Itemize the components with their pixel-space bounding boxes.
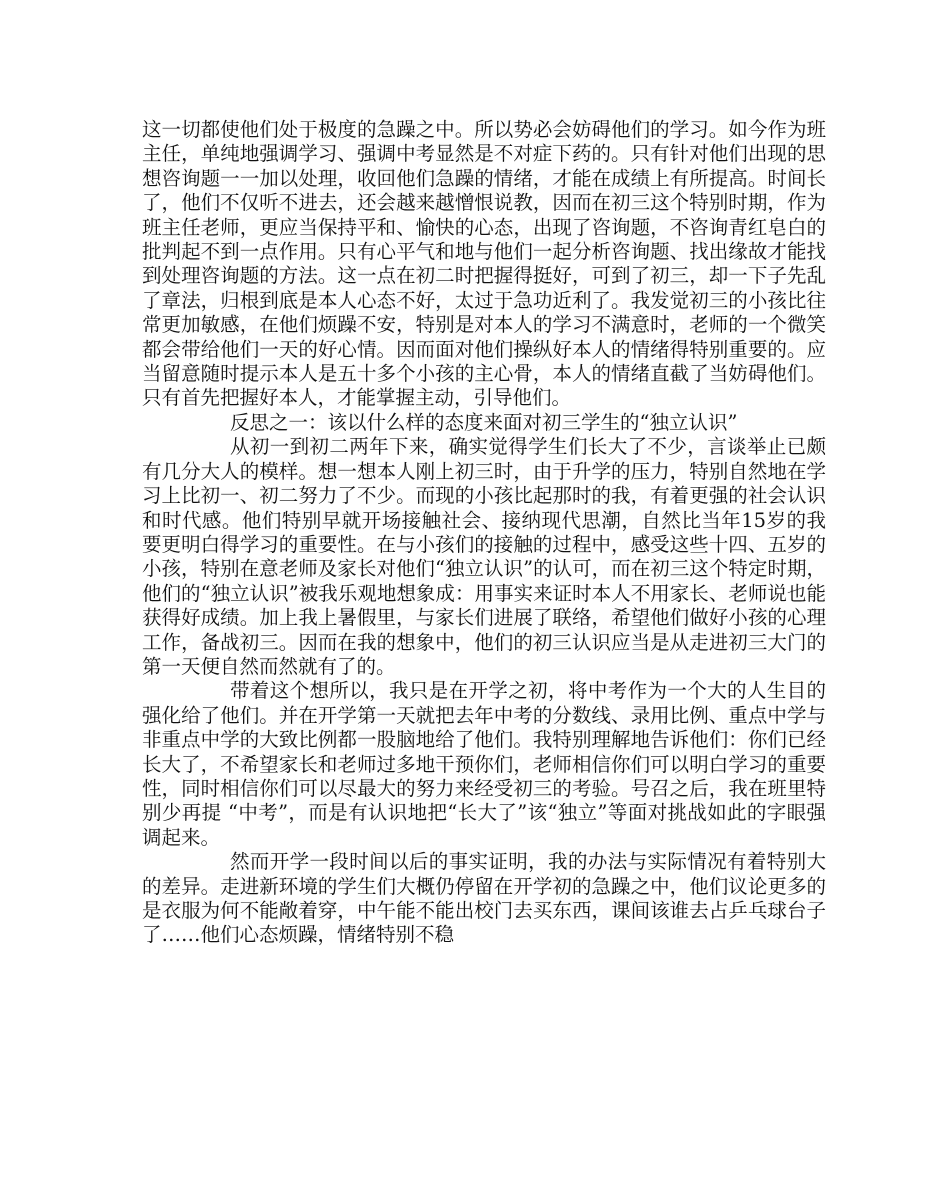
paragraph-5: 然而开学一段时间以后的事实证明，我的办法与实际情况有着特别大的差异。走进新环境的学生们大概仍停留在开学初的急躁之中，他们议论更多的是衣服为何不能敞着穿，中午能不能出校门去买东西，课间该谁去占乒乓球台子了……他们心态烦躁，情绪特别不稳	[142, 850, 826, 947]
paragraph-3: 从初一到初二两年下来，确实觉得学生们长大了不少，言谈举止已颇有几分大人的模样。想一想本人刚上初三时，由于升学的压力，特别自然地在学习上比初一、初二努力了不少。而现的小孩比起那时的我，有着更强的社会认识和时代感。他们特别早就开场接触社会、接纳现代思潮，自然比当年15岁的我要更明白得学习的重要性。在与小孩们的接触的过程中，感受这些十四、五岁的小孩，特别在意老师及家长对他们“独立认识”的认可，而在初三这个特定时期，他们的“独立认识”被我乐观地想象成：用事实来证时本人不用家长、老师说也能获得好成绩。加上我上暑假里，与家长们进展了联络，希望他们做好小孩的心理工作，备战初三。因而在我的想象中，他们的初三认识应当是从走进初三大门的第一天便自然而然就有了的。	[142, 435, 826, 678]
paragraph-2-heading: 反思之一：该以什么样的态度来面对初三学生的“独立认识”	[230, 410, 738, 434]
paragraph-1: 这一切都使他们处于极度的急躁之中。所以势必会妨碍他们的学习。如今作为班主任，单纯地强调学习、强调中考显然是不对症下药的。只有针对他们出现的思想咨询题一一加以处理，收回他们急躁的情绪，才能在成绩上有所提高。时间长了，他们不仅听不进去，还会越来越憎恨说教，因而在初三这个特别时期，作为班主任老师，更应当保持平和、愉快的心态，出现了咨询题，不咨询青红皂白的批判起不到一点作用。只有心平气和地与他们一起分析咨询题、找出缘故才能找到处理咨询题的方法。这一点在初二时把握得挺好，可到了初三，却一下子先乱了章法，归根到底是本人心态不好，太过于急功近利了。我发觉初三的小孩比往常更加敏感，在他们烦躁不安，特别是对本人的学习不满意时，老师的一个微笑都会带给他们一天的好心情。因而面对他们操纵好本人的情绪得特别重要的。应当留意随时提示本人是五十多个小孩的主心骨，本人的情绪直截了当妨碍他们。只有首先把握好本人，才能掌握主动，引导他们。	[142, 118, 826, 410]
paragraph-4: 带着这个想所以，我只是在开学之初，将中考作为一个大的人生目的强化给了他们。并在开学第一天就把去年中考的分数线、录用比例、重点中学与非重点中学的大致比例都一股脑地给了他们。我特别理解地告诉他们：你们已经长大了，不希望家长和老师过多地干预你们，老师相信你们可以明白学习的重要性，同时相信你们可以尽最大的努力来经受初三的考验。号召之后，我在班里特别少再提 “中考”，而是有认识地把“长大了”该“独立”等面对挑战如此的字眼强调起来。	[142, 679, 826, 849]
document-page	[142, 118, 826, 948]
